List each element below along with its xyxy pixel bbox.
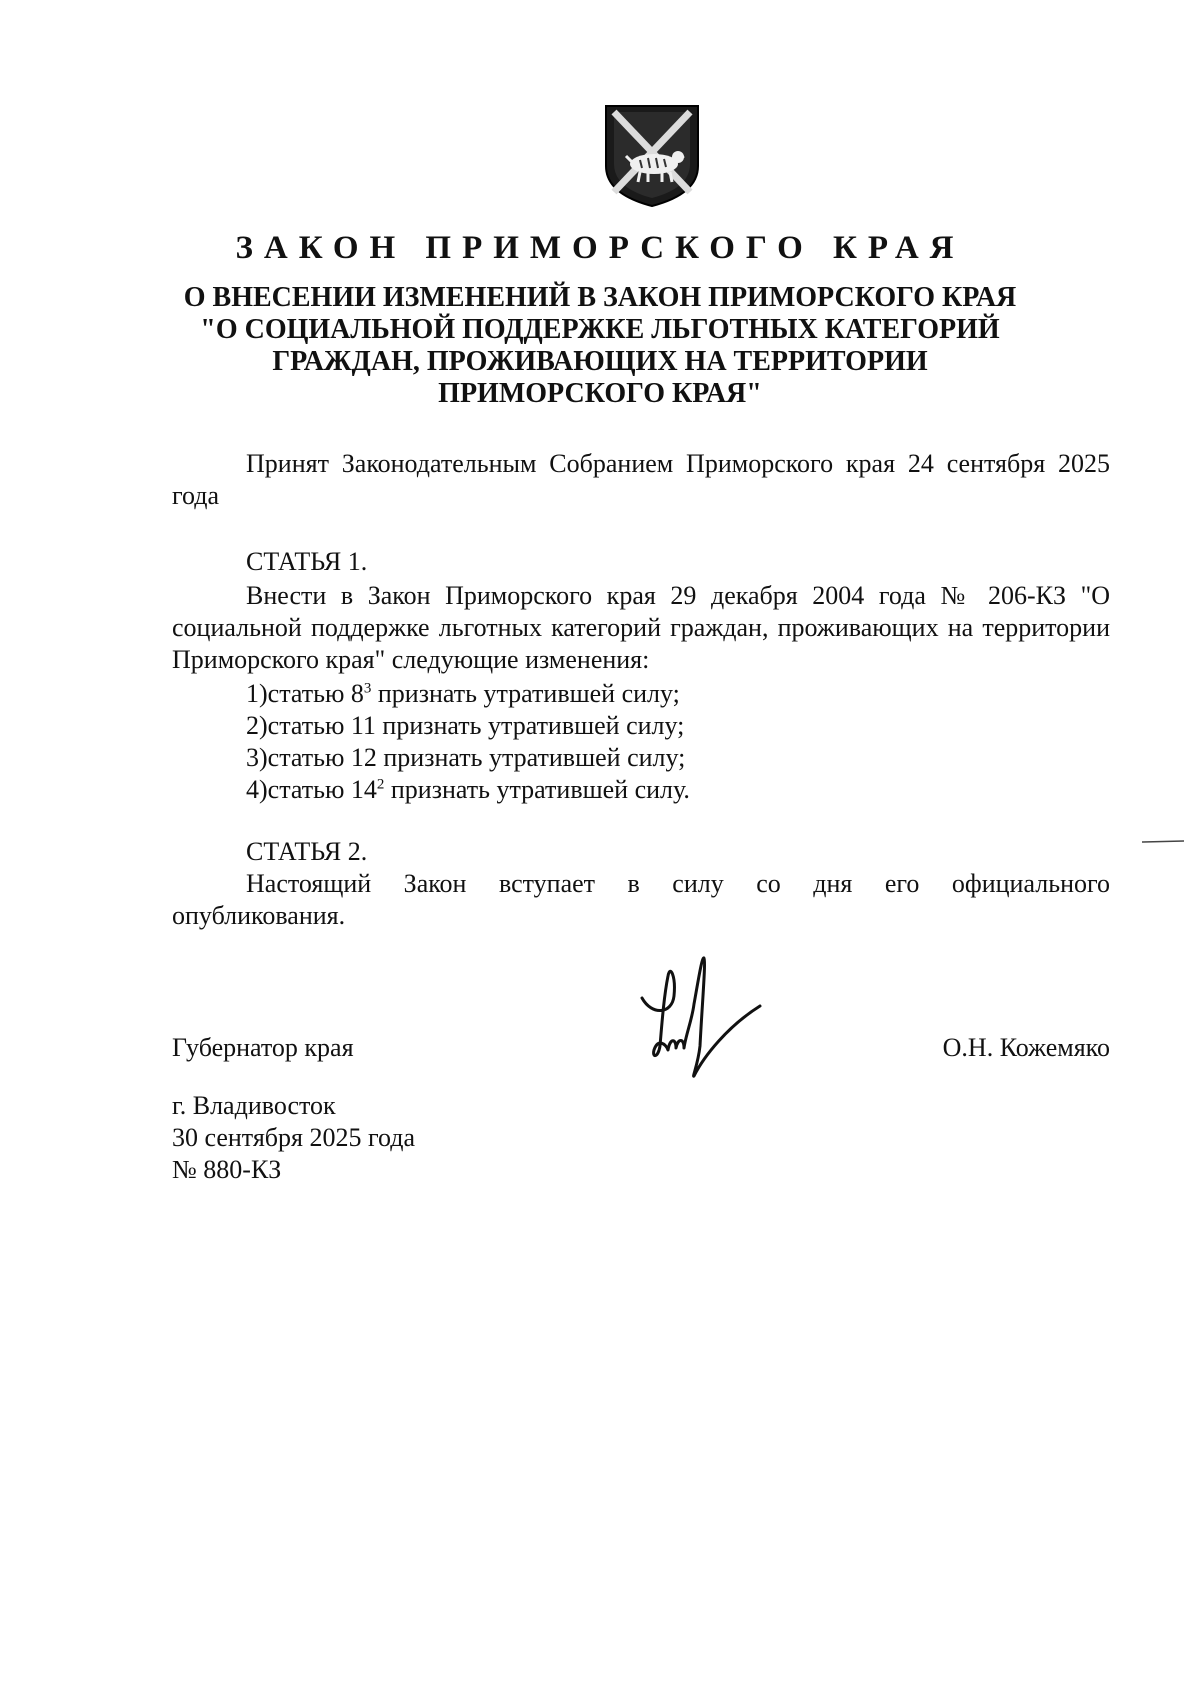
signing-date: 30 сентября 2025 года — [172, 1123, 416, 1152]
city: г. Владивосток — [172, 1091, 336, 1120]
subtitle-line: О ВНЕСЕНИИ ИЗМЕНЕНИЙ В ЗАКОН ПРИМОРСКОГО КРАЯ — [183, 282, 1017, 313]
subtitle-line: ГРАЖДАН, ПРОЖИВАЮЩИХ НА ТЕРРИТОРИИ — [272, 346, 928, 377]
scan-artifact-line — [1142, 840, 1184, 843]
subtitle-line: "О СОЦИАЛЬНОЙ ПОДДЕРЖКЕ ЛЬГОТНЫХ КАТЕГОРИЙ — [200, 314, 1000, 345]
law-title: ЗАКОН ПРИМОРСКОГО КРАЯ — [235, 230, 965, 266]
signature-image — [632, 946, 772, 1086]
article-1-item — [172, 742, 1184, 774]
adoption-note: Принят Законодательным Собранием Приморского края 24 сентября 2025 года — [172, 449, 1110, 510]
article-2-text: Настоящий Закон вступает в силу со дня его официального — [246, 869, 1110, 898]
item-text: 4)статью 14 — [246, 775, 377, 804]
item-text: 1)статью 8 — [246, 679, 364, 708]
law-number: № 880-КЗ — [172, 1155, 282, 1184]
item-text: 2)статью 11 признать утратившей силу; — [246, 711, 685, 740]
item-text: признать утратившей силу. — [384, 775, 690, 804]
item-text: 3)статью 12 признать утратившей силу; — [246, 743, 686, 772]
article-1-item — [172, 710, 1184, 742]
coat-of-arms-icon — [604, 104, 700, 208]
signer-position: Губернатор края — [172, 1033, 354, 1062]
article-1-item — [172, 774, 1184, 806]
item-text: признать утратившей силу; — [371, 679, 680, 708]
article-1-item — [172, 678, 1184, 710]
subtitle-line: ПРИМОРСКОГО КРАЯ" — [438, 378, 762, 409]
item-superscript: 3 — [363, 680, 372, 697]
law-subtitle — [140, 282, 1060, 410]
item-superscript: 2 — [376, 776, 385, 793]
article-2-text: опубликования. — [172, 901, 346, 930]
article-1-intro: Внести в Закон Приморского края 29 декабря 2004 года № 206-КЗ "О социальной поддержке льготных категорий граждан, проживающих на территории Приморского края" следующие изменения: — [172, 581, 1110, 674]
article-1-heading: СТАТЬЯ 1. — [246, 547, 368, 576]
signer-name: О.Н. Кожемяко — [942, 1033, 1110, 1062]
article-2-heading: СТАТЬЯ 2. — [246, 837, 368, 866]
